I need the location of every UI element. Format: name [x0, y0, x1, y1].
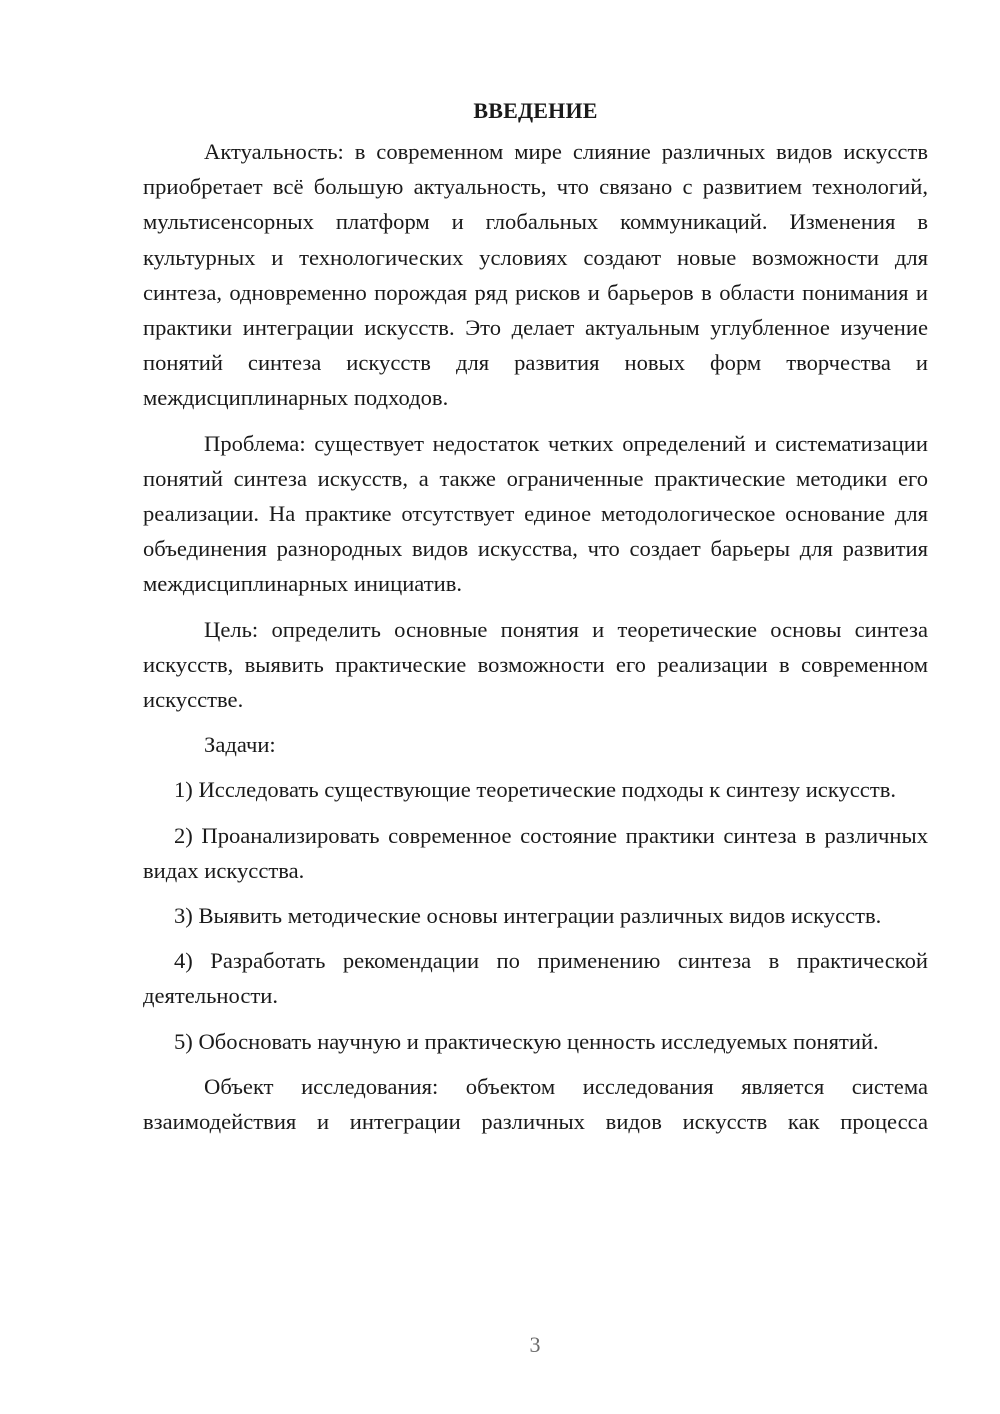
paragraph-goal: Цель: определить основные понятия и теоретические основы синтеза искусств, выявить практические возможности его реализации в современном искусстве.: [143, 616, 928, 713]
task-item-1: 1) Исследовать существующие теоретические подходы к синтезу искусств.: [174, 777, 897, 803]
task-item-5: 5) Обосновать научную и практическую ценность исследуемых понятий.: [174, 1028, 879, 1054]
paragraph-relevance: Актуальность: в современном мире слияние различных видов искусств приобретает всё большую актуальность, что связано с развитием технологий, мультисенсорных платформ и глобальных коммуникаций. Изменения в культурных и технологических условиях создают новые возможности для синтеза, одновременно порождая ряд рисков и барьеров в области понимания и практики интеграции искусств. Это делает актуальным углубленное изучение понятий синтеза искусств для развития новых форм творчества и междисциплинарных подходов.: [143, 139, 928, 411]
paragraph-object: Объект исследования: объектом исследования является система взаимодействия и интеграции различных видов искусств как процесса: [143, 1073, 928, 1135]
page-number: 3: [529, 1332, 541, 1357]
task-item-4: 4) Разработать рекомендации по применению синтеза в практической деятельности.: [143, 948, 928, 1009]
task-item-2: 2) Проанализировать современное состояние практики синтеза в различных видах искусства.: [143, 822, 928, 883]
document-page: [143, 96, 928, 1149]
section-heading: ВВЕДЕНИЕ: [473, 98, 598, 123]
paragraph-problem: Проблема: существует недостаток четких определений и систематизации понятий синтеза искусств, а также ограниченные практические методики его реализации. На практике отсутствует единое методологическое основание для объединения разнородных видов искусства, что создает барьеры для развития междисциплинарных инициатив.: [143, 430, 928, 597]
task-item-3: 3) Выявить методические основы интеграции различных видов искусств.: [174, 903, 882, 929]
tasks-label: Задачи:: [204, 732, 276, 758]
